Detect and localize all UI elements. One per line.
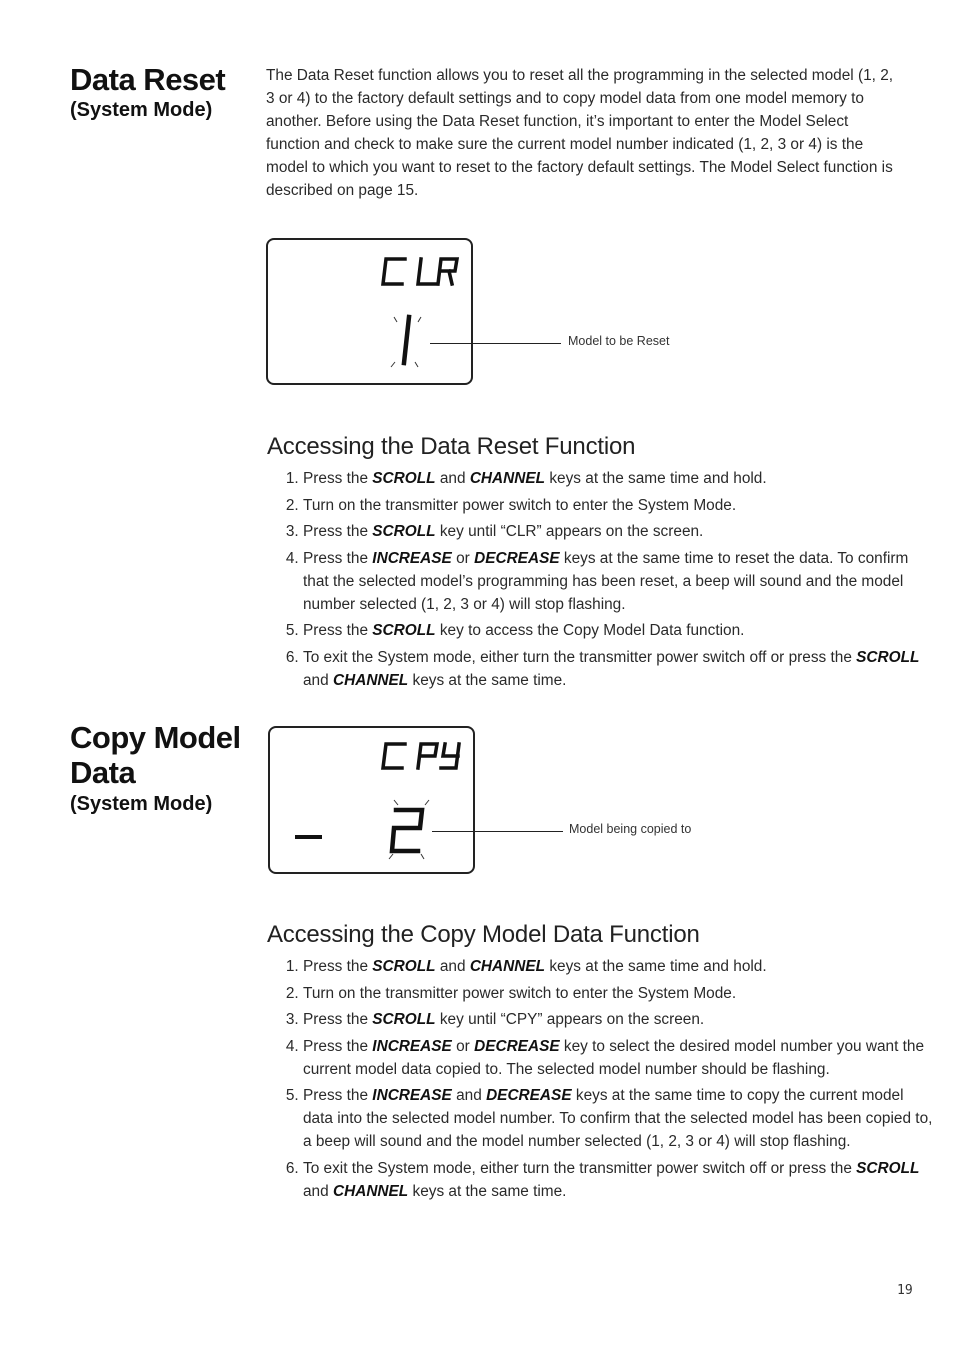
step-item	[303, 1035, 933, 1081]
key-name: DECREASE	[474, 549, 560, 567]
step-text: Press the	[303, 1037, 373, 1055]
key-name: SCROLL	[856, 648, 920, 666]
step-item	[303, 494, 933, 517]
step-text: keys at the same time and hold.	[545, 958, 767, 975]
lcd-digit-one	[404, 317, 409, 363]
step-text: Press the	[303, 1087, 373, 1104]
step-text: or	[451, 549, 475, 567]
data-reset-subtitle: (System Mode)	[70, 99, 213, 121]
step-item	[303, 1008, 933, 1031]
step-item	[303, 646, 933, 692]
step-item	[303, 1084, 933, 1153]
key-name: SCROLL	[372, 1011, 436, 1028]
step-text: or	[451, 1037, 475, 1055]
step-text: keys at the same time to reset the data. To confirm that the selected model’s programming has been reset, a beep will sound and the model number selected (1, 2, 3 or 4) will stop flashing.	[303, 549, 909, 613]
key-name: INCREASE	[372, 1087, 452, 1104]
key-name: SCROLL	[372, 622, 436, 639]
lcd-segment-c	[383, 744, 405, 768]
step-item	[303, 619, 933, 642]
clr-lcd-segments	[268, 240, 471, 383]
step-text: Press the	[303, 622, 373, 639]
key-name: SCROLL	[372, 470, 436, 487]
step-text: Turn on the transmitter power switch to enter the System Mode.	[303, 496, 737, 514]
key-name: SCROLL	[372, 523, 436, 540]
copy-model-steps	[268, 955, 933, 1206]
clr-lcd-display	[266, 238, 473, 385]
step-item	[303, 467, 933, 490]
step-text: Press the	[303, 1011, 373, 1028]
step-text: keys at the same time.	[408, 671, 567, 689]
step-item	[303, 982, 933, 1005]
lcd-segment-c	[383, 259, 405, 284]
lcd-digit-two	[392, 810, 422, 851]
page-number: 19	[897, 1283, 913, 1298]
step-text: key until “CPY” appears on the screen.	[435, 1011, 705, 1028]
key-name: CHANNEL	[332, 671, 409, 689]
step-text: key to access the Copy Model Data function.	[435, 622, 745, 639]
lcd-segment-y	[441, 744, 459, 768]
lcd-segment-l	[418, 259, 436, 284]
copy-model-title-line1: Copy Model	[70, 720, 241, 755]
step-text: Press the	[303, 470, 373, 487]
step-text: and	[303, 671, 333, 689]
step-text: and	[303, 1182, 333, 1200]
step-text: key until “CLR” appears on the screen.	[435, 523, 704, 540]
copy-model-heading: Accessing the Copy Model Data Function	[267, 921, 700, 948]
cpy-callout-line	[432, 831, 563, 832]
key-name: DECREASE	[486, 1087, 572, 1104]
key-name: SCROLL	[856, 1159, 920, 1177]
data-reset-title: Data Reset	[70, 62, 226, 97]
cpy-callout-label: Model being copied to	[569, 822, 692, 836]
step-text: and	[435, 470, 470, 487]
copy-model-subtitle: (System Mode)	[70, 793, 213, 815]
lcd-segment-r	[438, 259, 457, 284]
step-text: and	[451, 1087, 487, 1104]
step-text: To exit the System mode, either turn the transmitter power switch off or press the	[303, 1159, 857, 1177]
key-name: INCREASE	[372, 1037, 452, 1055]
step-text: and	[435, 958, 470, 975]
key-name: INCREASE	[372, 549, 452, 567]
lcd-segment-p	[418, 744, 437, 768]
step-text: To exit the System mode, either turn the transmitter power switch off or press the	[303, 648, 857, 666]
clr-callout-line	[430, 343, 561, 344]
data-reset-steps	[268, 467, 933, 695]
step-item	[303, 520, 933, 543]
step-text: key to select the desired model number you want the current model data copied to. The selected model number should be flashing.	[303, 1037, 925, 1078]
step-item	[303, 547, 933, 616]
step-text: Press the	[303, 523, 373, 540]
data-reset-intro: The Data Reset function allows you to reset all the programming in the selected model (1, 2, 3 or 4) to the factory default settings and to copy model data from one model memory to another. Before using the Data Reset function, it’s important to enter the Model Select function and check to make sure the current model number indicated (1, 2, 3 or 4) is the model to which you want to reset to the factory default settings. The Model Select function is described on page 15.	[266, 67, 894, 199]
copy-model-title-line2: Data	[70, 755, 136, 790]
step-text: Press the	[303, 549, 373, 567]
key-name: CHANNEL	[469, 958, 546, 975]
key-name: DECREASE	[474, 1037, 560, 1055]
key-name: SCROLL	[372, 958, 436, 975]
data-reset-heading: Accessing the Data Reset Function	[267, 433, 636, 460]
step-item	[303, 955, 933, 978]
key-name: CHANNEL	[332, 1182, 409, 1200]
step-text: keys at the same time and hold.	[545, 470, 767, 487]
step-text: keys at the same time.	[408, 1182, 567, 1200]
clr-callout-label: Model to be Reset	[568, 334, 670, 348]
cpy-lcd-segments	[270, 728, 473, 872]
step-item	[303, 1157, 933, 1203]
step-text: Press the	[303, 958, 373, 975]
key-name: CHANNEL	[469, 470, 546, 487]
step-text: Turn on the transmitter power switch to enter the System Mode.	[303, 984, 737, 1002]
step-text: keys at the same time to copy the current model data into the selected model number. To confirm that the selected model has been copied to, a beep will sound and the model number selected (1, 2, 3 or 4) will stop flashing.	[303, 1087, 933, 1150]
cpy-lcd-display	[268, 726, 475, 874]
